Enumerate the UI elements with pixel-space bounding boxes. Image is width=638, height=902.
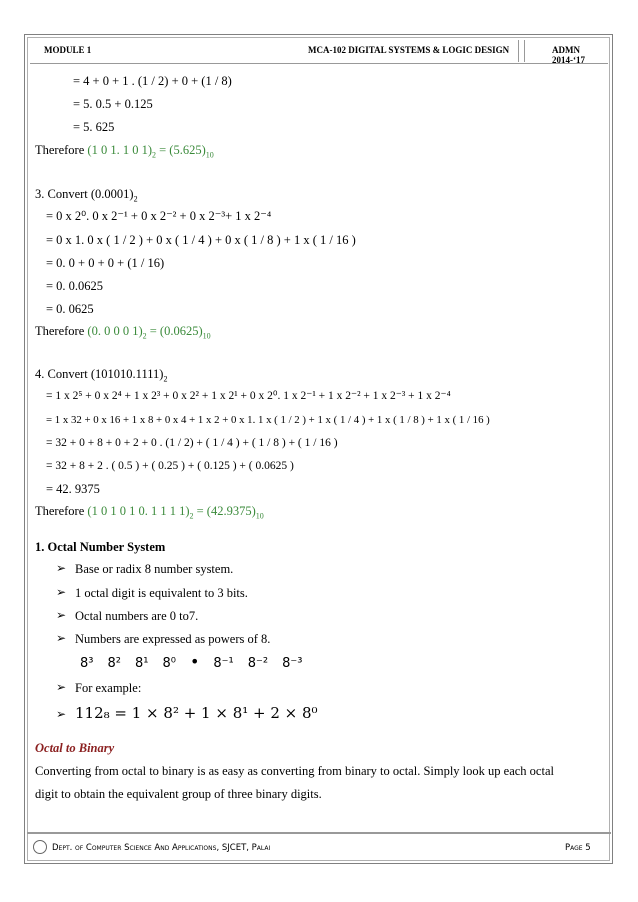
ex2-line-2: = 5. 0.5 + 0.125 bbox=[73, 97, 153, 111]
ex3-title bbox=[35, 187, 138, 204]
college-logo-icon bbox=[33, 840, 47, 854]
result-decimal: = (5.625) bbox=[155, 143, 206, 157]
ex3-line-2: = 0 x 1. 0 x ( 1 / 2 ) + 0 x ( 1 / 4 ) + 0 x ( 1 / 8 ) + 1 x ( 1 / 16 ) bbox=[46, 233, 356, 247]
page-header bbox=[30, 40, 608, 65]
result-base: 2 bbox=[189, 511, 194, 521]
octal-bullet-1: Base or radix 8 number system. bbox=[75, 562, 234, 576]
ex4-result bbox=[87, 504, 264, 521]
ex2-therefore bbox=[35, 143, 214, 160]
ex3-line-3: = 0. 0 + 0 + 0 + (1 / 16) bbox=[46, 256, 165, 270]
power-term: 8⁻³ bbox=[282, 656, 303, 671]
ex3-result bbox=[87, 324, 211, 341]
ex4-line-5: = 42. 9375 bbox=[46, 482, 100, 496]
octal-heading: 1. Octal Number System bbox=[35, 540, 166, 554]
therefore-word: Therefore bbox=[35, 504, 85, 518]
ex4-line-1: = 1 x 2⁵ + 0 x 2⁴ + 1 x 2³ + 0 x 2² + 1 x 2¹ + 0 x 2⁰. 1 x 2⁻¹ + 1 x 2⁻² + 1 x 2⁻³ + 1 x 2⁻⁴ bbox=[46, 390, 451, 402]
octal-bullet-4: Numbers are expressed as powers of 8. bbox=[75, 632, 271, 646]
power-term: 8³ bbox=[80, 656, 94, 671]
power-term: 8¹ bbox=[134, 656, 149, 671]
power-term: 8⁻² bbox=[247, 656, 269, 671]
octal-bullet-3: Octal numbers are 0 to7. bbox=[75, 609, 199, 623]
page-number: Page 5 bbox=[565, 843, 591, 853]
result-base: 10 bbox=[255, 511, 264, 521]
radix-point: • bbox=[189, 652, 200, 671]
ex4-line-3: = 32 + 0 + 8 + 0 + 2 + 0 . (1 / 2) + ( 1 / 4 ) + ( 1 / 8 ) + ( 1 / 16 ) bbox=[46, 437, 338, 449]
ex4-title bbox=[35, 367, 168, 384]
ex3-line-4: = 0. 0.0625 bbox=[46, 279, 104, 293]
ex2-line-1: = 4 + 0 + 1 . (1 / 2) + 0 + (1 / 8) bbox=[73, 74, 232, 88]
octal-bullet-2: 1 octal digit is equivalent to 3 bits. bbox=[75, 586, 248, 600]
result-binary: (1 0 1. 1 0 1) bbox=[87, 143, 152, 157]
result-base: 2 bbox=[151, 150, 156, 160]
bullet-arrow-icon: ➢ bbox=[56, 561, 67, 575]
result-binary: (0. 0 0 0 1) bbox=[87, 324, 143, 338]
header-rule bbox=[30, 63, 608, 64]
page-footer bbox=[30, 838, 608, 860]
octal-to-binary-heading: Octal to Binary bbox=[35, 741, 115, 755]
bullet-arrow-icon: ➢ bbox=[56, 608, 67, 622]
result-base: 2 bbox=[142, 331, 147, 341]
therefore-word: Therefore bbox=[35, 324, 85, 338]
bullet-arrow-icon: ➢ bbox=[56, 631, 67, 645]
example-label: For example: bbox=[75, 681, 142, 695]
ex3-line-5: = 0. 0625 bbox=[46, 302, 94, 316]
ex2-line-3: = 5. 625 bbox=[73, 120, 115, 134]
footer-rule bbox=[27, 832, 611, 834]
octal-to-binary-para-line-1: Converting from octal to binary is as easy as converting from binary to octal. Simply look up each octal bbox=[35, 764, 554, 778]
ex4-line-2: = 1 x 32 + 0 x 16 + 1 x 8 + 0 x 4 + 1 x 2 + 0 x 1. 1 x ( 1 / 2 ) + 1 x ( 1 / 4 ) + 1 x ( 1 / 8 ) + 1 x ( 1 / 16 ) bbox=[46, 414, 490, 426]
course-title: MCA-102 DIGITAL SYSTEMS & LOGIC DESIGN bbox=[308, 45, 510, 55]
result-decimal: = (0.0625) bbox=[146, 324, 203, 338]
ex2-result bbox=[87, 143, 214, 160]
admission-label: ADMN 2014-‘17 bbox=[552, 45, 585, 65]
power-term: 8⁻¹ bbox=[213, 656, 234, 671]
header-divider bbox=[524, 40, 525, 62]
octal-example-formula: 112₈ = 1 × 8² + 1 × 8¹ + 2 × 8⁰ bbox=[75, 704, 318, 722]
ex3-therefore bbox=[35, 324, 211, 341]
ex3-line-1: = 0 x 2⁰. 0 x 2⁻¹ + 0 x 2⁻² + 0 x 2⁻³+ 1 x 2⁻⁴ bbox=[46, 209, 272, 223]
result-binary: (1 0 1 0 1 0. 1 1 1 1) bbox=[87, 504, 190, 518]
department-label: Dept. of Computer Science And Applications, SJCET, Palai bbox=[52, 843, 271, 853]
therefore-word: Therefore bbox=[35, 143, 85, 157]
ex4-therefore bbox=[35, 504, 264, 521]
result-base: 10 bbox=[202, 331, 211, 341]
power-term: 8⁰ bbox=[162, 656, 176, 671]
bullet-arrow-icon: ➢ bbox=[56, 680, 67, 694]
ex4-line-4: = 32 + 8 + 2 . ( 0.5 ) + ( 0.25 ) + ( 0.125 ) + ( 0.0625 ) bbox=[46, 460, 294, 472]
octal-powers-row bbox=[80, 652, 316, 671]
result-base: 10 bbox=[205, 150, 214, 160]
power-term: 8² bbox=[107, 656, 121, 671]
header-divider bbox=[518, 40, 519, 62]
module-label: MODULE 1 bbox=[44, 45, 92, 55]
ex3-title-base: 2 bbox=[133, 194, 138, 204]
ex4-title-text: 4. Convert (101010.1111) bbox=[35, 367, 164, 381]
result-decimal: = (42.9375) bbox=[193, 504, 256, 518]
ex4-title-base: 2 bbox=[163, 374, 168, 384]
ex3-title-text: 3. Convert (0.0001) bbox=[35, 187, 134, 201]
octal-to-binary-para-line-2: digit to obtain the equivalent group of three binary digits. bbox=[35, 787, 322, 801]
bullet-arrow-icon: ➢ bbox=[56, 585, 67, 599]
bullet-arrow-icon: ➢ bbox=[56, 707, 67, 721]
